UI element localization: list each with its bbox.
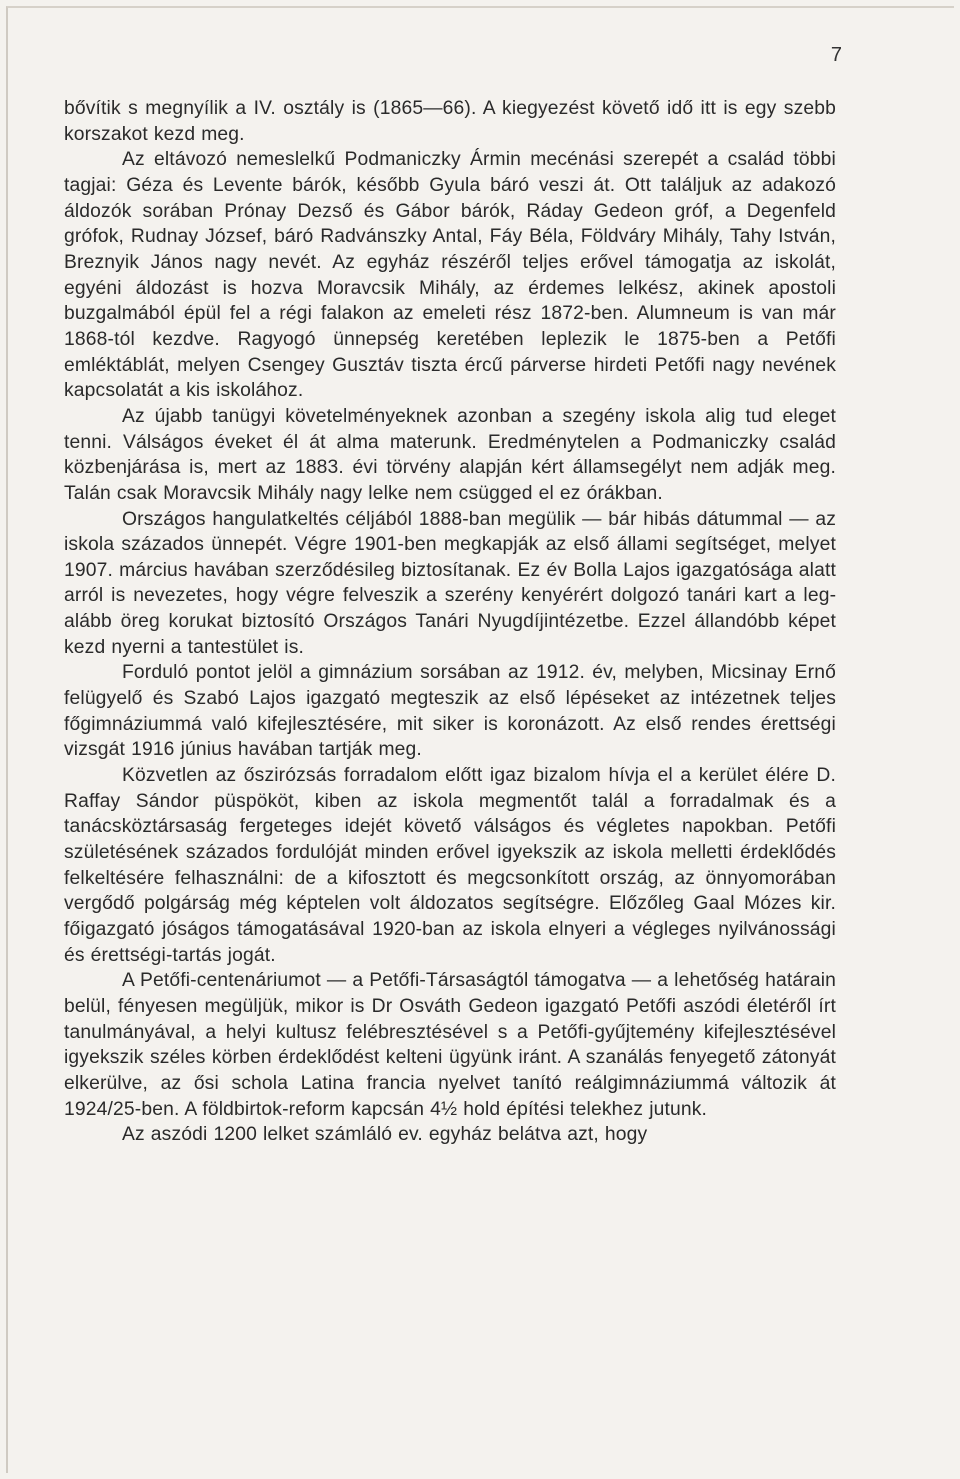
paragraph: Az aszódi 1200 lelket számláló ev. egyház belátva azt, hogy [122, 1124, 648, 1146]
page-number: 7 [830, 44, 842, 66]
paragraph: Az újabb tanügyi követelményeknek azonban a szegény iskola alig tud eleget tenni. Válságos éveket él át alma materunk. Eredménytelen a Podmaniczky család közbenjárása is, mert az 1883. évi törvény alapján kért államsegélyt nem adják meg. Talán csak Moravcsik Mihály nagy lelke nem csügged el ez órákban. [64, 405, 836, 504]
paragraph: Országos hangulatkeltés céljából 1888-ban megülik — bár hibás dátummal — az iskola százados ünnepét. Végre 1901-ben megkapják az első állami segítséget, melyet 1907. március havában szerződésileg biztosítanak. Ez év Bolla Lajos igazgatósága alatt arról is nevezetes, hogy végre felveszik a szerény kenyérért dolgozó tanári kart a legalább öreg korukat biztosító Országos Tanári Nyugdíjintézetbe. Ezzel állandóbb képet kezd nyerni a tantestület is. [64, 508, 836, 658]
body-text [64, 96, 836, 1148]
paragraph: Forduló pontot jelöl a gimnázium sorsában az 1912. év, melyben, Micsinay Ernő felügyelő és Szabó Lajos igazgató megteszik az első lépéseket az intézetnek teljes főgimnáziummá való kifejlesztésére, mit siker is koronázott. Az első rendes érettségi vizsgát 1916 június havában tartják meg. [64, 662, 836, 761]
paragraph: Az eltávozó nemeslelkű Podmaniczky Ármin mecénási szerepét a család többi tagjai: Géza és Levente bárók, később Gyula báró veszi át. Ott találjuk az adakozó áldozók sorában Prónay Dezső és Gábor bárók, Ráday Gedeon gróf, a Degenfeld grófok, Rudnay József, báró Radvánszky Antal, Fáy Béla, Földváry Mihály, Tahy István, Breznyik János nagy nevét. Az egyház részéről teljes erővel támogatja az iskolát, egyéni áldozást is hozva Moravcsik Mihály, az érdemes lelkész, akinek apostoli buzgalmából épül fel a régi falakon az emeleti rész 1872-ben. Alumneum is van már 1868-tól kezdve. Ragyogó ünnepség keretében leplezik le 1875-ben a Petőfi emléktáblát, melyen Csengey Gusztáv tiszta ércű párverse hirdeti Petőfi nagy nevének kapcsolatát a kis iskolához. [64, 149, 836, 402]
paragraph: A Petőfi-centenáriumot — a Petőfi-Társaságtól támogatva — a lehetőség határain belül, fényesen megüljük, mikor is Dr Osváth Gedeon igazgató Petőfi aszódi életéről írt tanulmányával, a helyi kultusz felébresztésével s a Petőfi-gyűjtemény kifejlesztésével igyekszik széles körben érdeklődést kelteni ügyünk iránt. A szanálás fenyegető zátonyát elkerülve, az ősi schola Latina francia nyelvet tanító reálgimnáziummá változik át 1924/25-ben. A földbirtok-reform kapcsán 4½ hold építési telekhez jutunk. [64, 970, 836, 1120]
paragraph: Közvetlen az őszirózsás forradalom előtt igaz bizalom hívja el a kerület élére D. Raffay Sándor püspököt, kiben az iskola megmentőt talál a forradalmak és a tanácsköztársaság fergeteges idejét követő válságos és végletes napokban. Petőfi születésének százados fordulóját minden erővel igyekszik az iskola melletti érdeklődés felkeltésére felhasználni: de a kifosztott és megcsonkított ország, az önnyomorában vergődő polgárság még képtelen volt áldozatos segítségre. Előzőleg Gaal Mózes kir. főigazgató jóságos támogatásával 1920-ban az iskola elnyeri a végleges nyilvánossági és érettségi-tartás jogát. [64, 765, 836, 966]
paragraph: bővítik s megnyílik a IV. osztály is (1865—66). A kiegyezést követő idő itt is egy szebb korszakot kezd meg. [64, 98, 836, 145]
